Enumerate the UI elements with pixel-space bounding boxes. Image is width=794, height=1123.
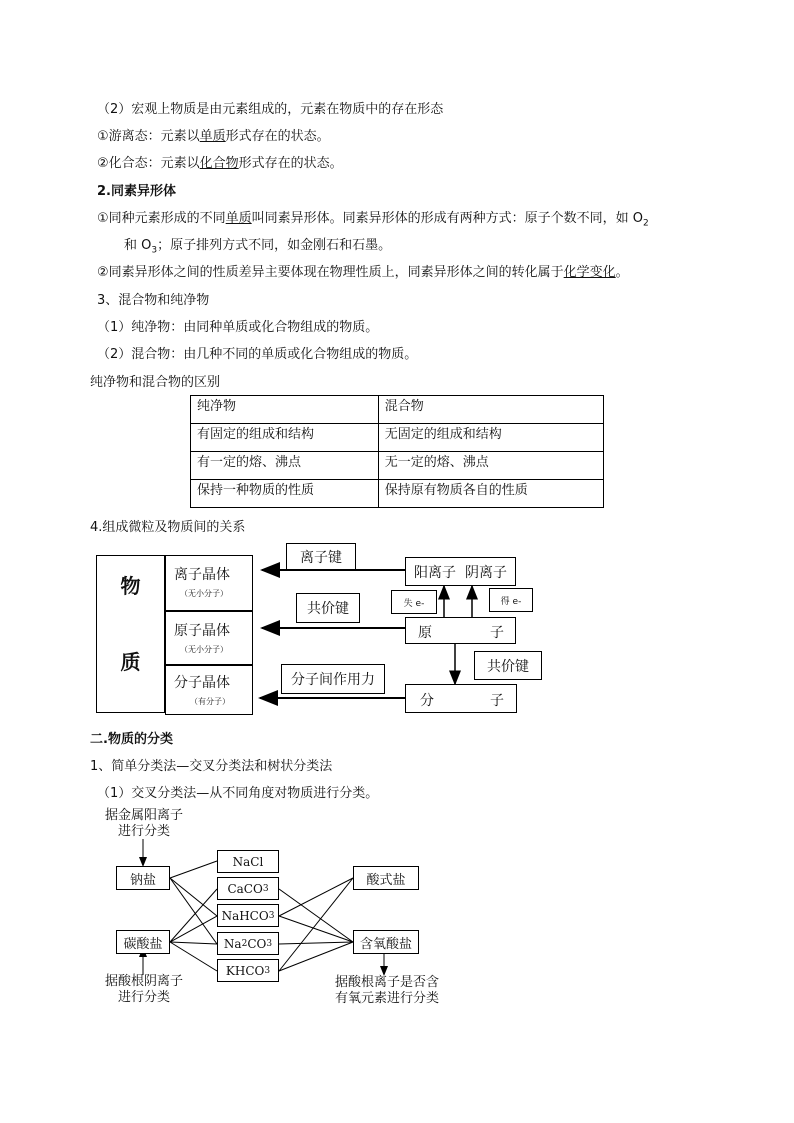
table-header: 混合物 <box>378 396 603 424</box>
substance-top-label: 物 <box>120 574 141 598</box>
molecule-label-a: 分 <box>420 693 434 709</box>
molecular-crystal-note: （有分子） <box>190 697 230 706</box>
molecular-crystal-label: 分子晶体 <box>174 675 230 691</box>
compound-subscript: 3 <box>262 883 269 894</box>
compound-formula: KHCO <box>225 963 265 978</box>
ionic-crystal-box <box>165 555 253 611</box>
atomic-crystal-label: 原子晶体 <box>174 623 230 639</box>
compound-formula: Na <box>223 936 242 951</box>
cross-classification-line: （1）交叉分类法—从不同角度对物质进行分类。 <box>97 786 379 801</box>
lose-electron-label: 失 e- <box>391 590 437 614</box>
bottom-left-note <box>96 974 192 1006</box>
ions-box: 阳离子 阴离子 <box>405 557 516 586</box>
top-note <box>96 808 192 840</box>
ionic-bond-label: 离子键 <box>286 543 356 570</box>
particles-heading: 4.组成微粒及物质间的关系 <box>90 520 246 535</box>
combined-state-line: ②化合态：元素以化合物形式存在的状态。 <box>97 156 343 171</box>
compound-caco3 <box>217 877 279 900</box>
compound-na2co3 <box>217 932 279 955</box>
table-cell: 有固定的组成和结构 <box>191 424 379 452</box>
molecule-label-b: 子 <box>490 693 504 709</box>
top-note-line-2: 进行分类 <box>117 824 170 839</box>
mixture-definition: （2）混合物：由几种不同的单质或化合物组成的物质。 <box>97 347 418 362</box>
molecule-box <box>405 684 517 713</box>
atomic-crystal-box <box>165 611 253 665</box>
bottom-right-note-line-2: 有氧元素进行分类 <box>334 991 439 1006</box>
bottom-right-note <box>322 975 452 1007</box>
difference-title: 纯净物和混合物的区别 <box>90 375 221 390</box>
atom-box <box>405 617 516 644</box>
compound-subscript: 3 <box>268 910 275 921</box>
covalent-bond-label: 共价键 <box>296 593 360 623</box>
allotrope-line-2: 和 $O_3$；原子排列方式不同，如金刚石和石墨。 <box>124 238 392 256</box>
allotrope-line-1: ①同种元素形成的不同单质叫同素异形体。同素异形体的形成有两种方式：原子个数不同，如 $O_2$ <box>97 211 649 229</box>
substance-bottom-label: 质 <box>120 650 141 674</box>
table-cell: 保持一种物质的性质 <box>191 480 379 508</box>
table-cell: 保持原有物质各自的性质 <box>378 480 603 508</box>
pure-definition: （1）纯净物：由同种单质或化合物组成的物质。 <box>97 320 379 335</box>
simple-classification-line: 1、简单分类法—交叉分类法和树状分类法 <box>90 759 333 774</box>
text-line: （2）宏观上物质是由元素组成的，元素在物质中的存在形态 <box>97 102 444 117</box>
covalent-bond-label-2: 共价键 <box>474 651 542 680</box>
compound-subscript: 3 <box>264 965 271 976</box>
allotrope-heading: 2.同素异形体 <box>97 184 176 199</box>
bottom-left-note-line-2: 进行分类 <box>117 990 170 1005</box>
table-cell: 无固定的组成和结构 <box>378 424 603 452</box>
oxyacid-salt-box: 含氧酸盐 <box>353 930 419 954</box>
allotrope-line-3: ②同素异形体之间的性质差异主要体现在物理性质上，同素异形体之间的转化属于化学变化。 <box>97 265 629 280</box>
atom-label-a: 原 <box>418 625 432 641</box>
carbonate-box: 碳酸盐 <box>116 930 170 954</box>
free-state-line: ①游离态：元素以单质形式存在的状态。 <box>97 129 330 144</box>
sodium-salt-box: 钠盐 <box>116 866 170 890</box>
classification-heading: 二.物质的分类 <box>90 732 173 747</box>
compound-formula: NaCl <box>232 854 264 869</box>
compound-formula: NaHCO <box>221 908 269 923</box>
intermolecular-force-label: 分子间作用力 <box>281 664 385 694</box>
top-note-line-1: 据金属阳离子 <box>104 808 183 823</box>
mixture-heading: 3、混合物和纯净物 <box>97 293 210 308</box>
acid-salt-box: 酸式盐 <box>353 866 419 890</box>
atomic-crystal-note: （无小分子） <box>180 645 228 654</box>
bottom-left-note-line-1: 据酸根阴离子 <box>104 974 183 989</box>
ionic-crystal-label: 离子晶体 <box>174 567 230 583</box>
compound-subscript: 3 <box>266 938 273 949</box>
compound-nacl <box>217 850 279 873</box>
table-cell: 有一定的熔、沸点 <box>191 452 379 480</box>
molecular-crystal-box <box>165 665 253 715</box>
compound-subscript: 2 <box>241 938 248 949</box>
compound-formula: CaCO <box>227 881 263 896</box>
table-header: 纯净物 <box>191 396 379 424</box>
bottom-right-note-line-1: 据酸根离子是否含 <box>334 975 439 990</box>
atom-label-b: 子 <box>490 625 504 641</box>
gain-electron-label: 得 e- <box>489 588 533 612</box>
table-cell: 无一定的熔、沸点 <box>378 452 603 480</box>
compound-khco3 <box>217 959 279 982</box>
ionic-crystal-note: （无小分子） <box>180 589 228 598</box>
compound-formula-tail: CO <box>247 936 267 951</box>
compound-nahco3 <box>217 904 279 927</box>
substance-box <box>96 555 165 713</box>
